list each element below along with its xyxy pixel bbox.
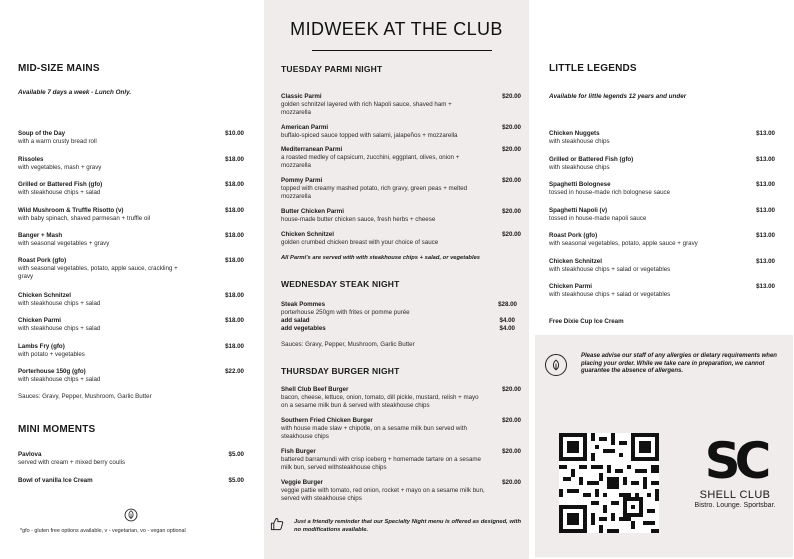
item-price: $13.00 (756, 207, 775, 214)
item-name: Grilled or Battered Fish (gfo) (549, 156, 634, 163)
item-name: Pommy Parmi (281, 177, 323, 184)
mains-sauces-note: Sauces: Gravy, Pepper, Mushroom, Garlic Butter (18, 393, 152, 400)
item-price: $13.00 (756, 258, 775, 265)
qr-code[interactable] (559, 433, 659, 533)
item-price: $20.00 (502, 417, 521, 424)
menu-item (18, 130, 244, 146)
menu-item (281, 146, 521, 170)
dietary-footnote: *gfo - gluten free options available, v - vegetarian, vo - vegan optional (20, 528, 186, 534)
menu-item (18, 257, 244, 281)
addon-name: add vegetables (281, 325, 326, 332)
logo-monogram: SC (704, 432, 766, 490)
dixie-text: Free Dixie Cup Ice Cream (549, 318, 624, 325)
addon-price: $4.00 (499, 325, 515, 332)
menu-item (549, 181, 775, 197)
item-desc: with vegetables, mash + gravy (18, 164, 102, 171)
item-name: Chicken Schnitzel (549, 258, 602, 265)
item-price: $13.00 (756, 232, 775, 239)
item-price: $28.00 (498, 301, 517, 308)
menu-item (281, 386, 521, 410)
item-desc: a roasted medley of capsicum, zucchini, eggplant, olives, onion + mozzarella (281, 154, 460, 169)
item-desc: tossed in house-made rich bolognese sauce (549, 189, 671, 196)
item-price: $5.00 (228, 477, 244, 484)
dixie-cup-note (549, 318, 775, 326)
item-name: Veggie Burger (281, 479, 323, 486)
item-price: $18.00 (225, 317, 244, 324)
item-price: $20.00 (502, 177, 521, 184)
menu-item (549, 283, 775, 299)
item-desc: with baby spinach, shaved parmesan + truffle oil (18, 215, 151, 222)
item-desc: with steakhouse chips + salad (18, 325, 101, 332)
item-price: $18.00 (225, 292, 244, 299)
allergy-icon (545, 354, 567, 376)
item-desc: golden schnitzel layered with rich Napoli sauce, shaved ham + mozzarella (281, 101, 452, 116)
item-name: Chicken Parmi (549, 283, 592, 290)
item-price: $5.00 (228, 451, 244, 458)
mid-size-mains-subtitle: Available 7 days a week - Lunch Only. (18, 89, 132, 96)
item-desc: battered barramundi with crisp iceberg + homemade tartare on a sesame milk bun, served withsteakhouse chips (281, 456, 481, 471)
item-desc: with steakhouse chips + salad (18, 376, 101, 383)
menu-item (281, 448, 521, 472)
item-desc: with house made slaw + chipotle, on a sesame milk bun served with steakhouse chips (281, 425, 467, 440)
menu-item (281, 301, 521, 317)
menu-item (549, 156, 775, 172)
item-price: $18.00 (225, 156, 244, 163)
item-desc: tossed in house-made napoli sauce (549, 215, 647, 222)
item-desc: with seasonal vegetables + gravy (18, 240, 110, 247)
menu-item (18, 156, 244, 172)
item-name: Spaghetti Napoli (v) (549, 207, 608, 214)
menu-item (18, 451, 244, 467)
item-desc: house-made butter chicken sauce, fresh herbs + cheese (281, 216, 436, 223)
mini-moments-title: MINI MOMENTS (18, 424, 96, 435)
menu-item (281, 417, 521, 441)
logo-name: SHELL CLUB (699, 489, 771, 501)
menu-item (549, 130, 775, 146)
menu-item (18, 368, 244, 384)
item-desc: golden crumbed chicken breast with your choice of sauce (281, 239, 439, 246)
burger-night-title: THURSDAY BURGER NIGHT (281, 366, 400, 376)
menu-item (549, 232, 775, 248)
item-price: $20.00 (502, 93, 521, 100)
item-desc: with steakhouse chips + salad (18, 189, 101, 196)
menu-item (281, 177, 521, 201)
menu-addon (281, 325, 521, 333)
item-desc: with steakhouse chips + salad or vegetables (549, 266, 671, 273)
menu-item (549, 258, 775, 274)
item-name: Classic Parmi (281, 93, 322, 100)
parmi-night-title: TUESDAY PARMI NIGHT (281, 64, 383, 74)
specialty-night-note: Just a friendly reminder that our Specialty Night menu is offered as designed, with no modifications available. (294, 519, 521, 533)
item-desc: with steakhouse chips + salad (18, 300, 101, 307)
item-desc: porterhouse 250gm with frites or pomme purée (281, 309, 410, 316)
little-legends-subtitle: Available for little legends 12 years and under (549, 93, 687, 100)
item-price: $18.00 (225, 257, 244, 264)
item-name: Shell Club Beef Burger (281, 386, 349, 393)
item-name: Bowl of vanilla Ice Cream (18, 477, 93, 484)
item-name: Steak Pommes (281, 301, 326, 308)
menu-item (18, 292, 244, 308)
little-legends-title: LITTLE LEGENDS (549, 63, 637, 74)
item-price: $18.00 (225, 343, 244, 350)
item-desc: veggie pattie with tomato, red onion, rocket + mayo on a sesame milk bun, served with steakhouse chips (281, 487, 485, 502)
middle-column (264, 0, 529, 559)
item-name: Grilled or Battered Fish (gfo) (18, 181, 103, 188)
item-price: $20.00 (502, 124, 521, 131)
item-name: Pavlova (18, 451, 42, 458)
item-name: Chicken Schnitzel (281, 231, 334, 238)
item-name: Butter Chicken Parmi (281, 208, 344, 215)
item-desc: buffalo-spiced sauce topped with salami, jalapeños + mozzarella (281, 132, 458, 139)
item-name: Porterhouse 150g (gfo) (18, 368, 86, 375)
item-price: $13.00 (756, 283, 775, 290)
thumbs-up-icon (269, 516, 285, 532)
item-desc: with steakhouse chips (549, 164, 610, 171)
item-name: Lambs Fry (gfo) (18, 343, 65, 350)
item-price: $20.00 (502, 208, 521, 215)
item-name: Chicken Nuggets (549, 130, 600, 137)
leaf-icon (124, 508, 138, 522)
menu-item (281, 231, 521, 247)
menu-item (18, 317, 244, 333)
item-desc: with steakhouse chips + salad or vegetables (549, 291, 671, 298)
steak-night-title: WEDNESDAY STEAK NIGHT (281, 279, 400, 289)
logo-tagline: Bistro. Lounge. Sportsbar. (694, 502, 776, 509)
item-price: $18.00 (225, 181, 244, 188)
item-price: $13.00 (756, 181, 775, 188)
item-price: $18.00 (225, 207, 244, 214)
item-name: Spaghetti Bolognese (549, 181, 611, 188)
item-name: Chicken Schnitzel (18, 292, 71, 299)
steak-sauces-note: Sauces: Gravy, Pepper, Mushroom, Garlic Butter (281, 341, 415, 348)
item-desc: bacon, cheese, lettuce, onion, tomato, dill pickle, mustard, relish + mayo on a sesame milk bun & served with steakhouse chips (281, 394, 479, 409)
item-desc: with a warm crusty bread roll (18, 138, 97, 145)
item-desc: served with cream + mixed berry coulis (18, 459, 126, 466)
menu-item (18, 232, 244, 248)
item-price: $20.00 (502, 231, 521, 238)
mid-size-mains-title: MID-SIZE MAINS (18, 63, 100, 74)
item-desc: with seasonal vegetables, potato, apple sauce + gravy (549, 240, 698, 247)
item-name: Roast Pork (gfo) (549, 232, 598, 239)
title-divider (312, 50, 492, 51)
item-price: $20.00 (502, 448, 521, 455)
item-name: Soup of the Day (18, 130, 66, 137)
addon-price: $4.00 (499, 317, 515, 324)
menu-item (281, 124, 521, 140)
menu-addon (281, 317, 521, 325)
item-name: Banger + Mash (18, 232, 63, 239)
item-price: $20.00 (502, 386, 521, 393)
item-name: Wild Mushroom & Truffle Risotto (v) (18, 207, 124, 214)
page-title: MIDWEEK AT THE CLUB (290, 19, 503, 39)
item-price: $13.00 (756, 130, 775, 137)
item-desc: with steakhouse chips (549, 138, 610, 145)
item-name: Mediterranean Parmi (281, 146, 343, 153)
item-price: $20.00 (502, 146, 521, 153)
item-name: American Parmi (281, 124, 329, 131)
item-name: Southern Fried Chicken Burger (281, 417, 373, 424)
allergy-panel (535, 335, 793, 557)
allergy-notice: Please advise our staff of any allergies or dietary requirements when placing your order. While we take care in preparation, we cannot guarantee the absence of allergens. (581, 353, 777, 374)
item-name: Roast Pork (gfo) (18, 257, 67, 264)
item-price: $13.00 (756, 156, 775, 163)
item-price: $22.00 (225, 368, 244, 375)
item-desc: topped with creamy mashed potato, rich gravy, green peas + melted mozzarella (281, 185, 468, 200)
item-name: Fish Burger (281, 448, 316, 455)
item-price: $18.00 (225, 232, 244, 239)
item-price: $20.00 (502, 479, 521, 486)
shell-club-logo (689, 432, 781, 509)
left-column (0, 0, 264, 559)
menu-item (281, 479, 521, 503)
addon-name: add salad (281, 317, 310, 324)
item-name: Rissoles (18, 156, 44, 163)
menu-item (281, 208, 521, 224)
menu-item (549, 207, 775, 223)
menu-item (18, 343, 244, 359)
leaf-icon (549, 358, 563, 372)
item-price: $10.00 (225, 130, 244, 137)
menu-item (281, 93, 521, 117)
item-desc: with potato + vegetables (18, 351, 85, 358)
menu-item (18, 477, 244, 485)
item-desc: with seasonal vegetables, potato, apple sauce, crackling + gravy (18, 265, 178, 280)
menu-item (18, 181, 244, 197)
item-name: Chicken Parmi (18, 317, 61, 324)
menu-item (18, 207, 244, 223)
parmi-note: All Parmi's are served with with steakhouse chips + salad, or vegetables (281, 255, 481, 261)
